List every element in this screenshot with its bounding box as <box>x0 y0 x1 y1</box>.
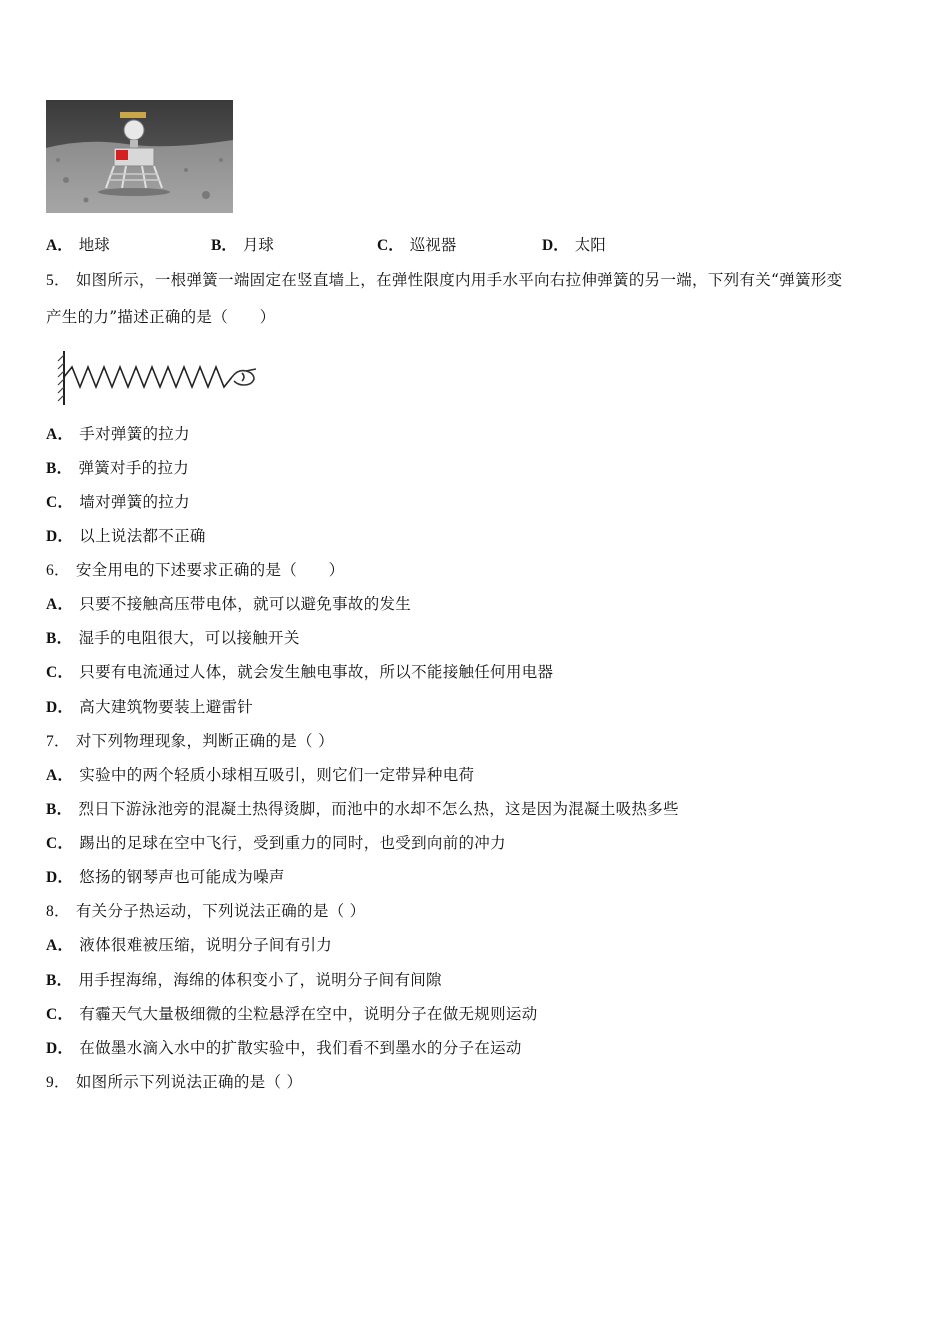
q6-option-c: C． 只要有电流通过人体，就会发生触电事故，所以不能接触任何用电器 <box>46 663 554 681</box>
q7-stem: 7． 对下列物理现象，判断正确的是（ ） <box>46 732 334 750</box>
q5-option-d: D． 以上说法都不正确 <box>46 527 206 545</box>
q8-stem: 8． 有关分子热运动，下列说法正确的是（ ） <box>46 902 366 920</box>
q5-stem-line1: 5． 如图所示，一根弹簧一端固定在竖直墙上，在弹性限度内用手水平向右拉伸弹簧的另一端，下列有关“弹簧形变 <box>46 271 843 289</box>
spring-icon <box>64 367 232 387</box>
q7-option-b: B． 烈日下游泳池旁的混凝土热得烫脚，而池中的水却不怎么热，这是因为混凝土吸热多些 <box>46 800 679 818</box>
spring-figure <box>56 347 262 407</box>
q4-option-a: A． 地球 <box>46 236 110 254</box>
q7-option-c: C． 踢出的足球在空中飞行，受到重力的同时，也受到向前的冲力 <box>46 834 506 852</box>
q4-options <box>46 235 946 255</box>
lunar-rover-figure <box>46 100 233 213</box>
q6-option-a: A． 只要不接触高压带电体，就可以避免事故的发生 <box>46 595 412 613</box>
q8-option-d: D． 在做墨水滴入水中的扩散实验中，我们看不到墨水的分子在运动 <box>46 1039 522 1057</box>
q6-stem: 6． 安全用电的下述要求正确的是（ ） <box>46 561 345 579</box>
q4-option-c: C． 巡视器 <box>377 236 457 254</box>
q8-option-b: B． 用手捏海绵，海绵的体积变小了，说明分子间有间隙 <box>46 971 442 989</box>
q4-option-b: B． 月球 <box>211 236 274 254</box>
q6-option-b: B． 湿手的电阻很大，可以接触开关 <box>46 629 300 647</box>
q8-option-c: C． 有霾天气大量极细微的尘粒悬浮在空中，说明分子在做无规则运动 <box>46 1005 538 1023</box>
hand-icon <box>232 369 256 385</box>
q7-option-a: A． 实验中的两个轻质小球相互吸引，则它们一定带异种电荷 <box>46 766 475 784</box>
q5-option-c: C． 墙对弹簧的拉力 <box>46 493 190 511</box>
q6-option-d: D． 高大建筑物要装上避雷针 <box>46 698 254 716</box>
q4-option-d: D． 太阳 <box>542 236 606 254</box>
q5-option-a: A． 手对弹簧的拉力 <box>46 425 190 443</box>
q9-stem: 9． 如图所示下列说法正确的是（ ） <box>46 1073 303 1091</box>
q7-option-d: D． 悠扬的钢琴声也可能成为噪声 <box>46 868 285 886</box>
q5-stem-line2: 产生的力”描述正确的是（ ） <box>46 308 276 326</box>
q5-option-b: B． 弹簧对手的拉力 <box>46 459 190 477</box>
q8-option-a: A． 液体很难被压缩，说明分子间有引力 <box>46 936 333 954</box>
